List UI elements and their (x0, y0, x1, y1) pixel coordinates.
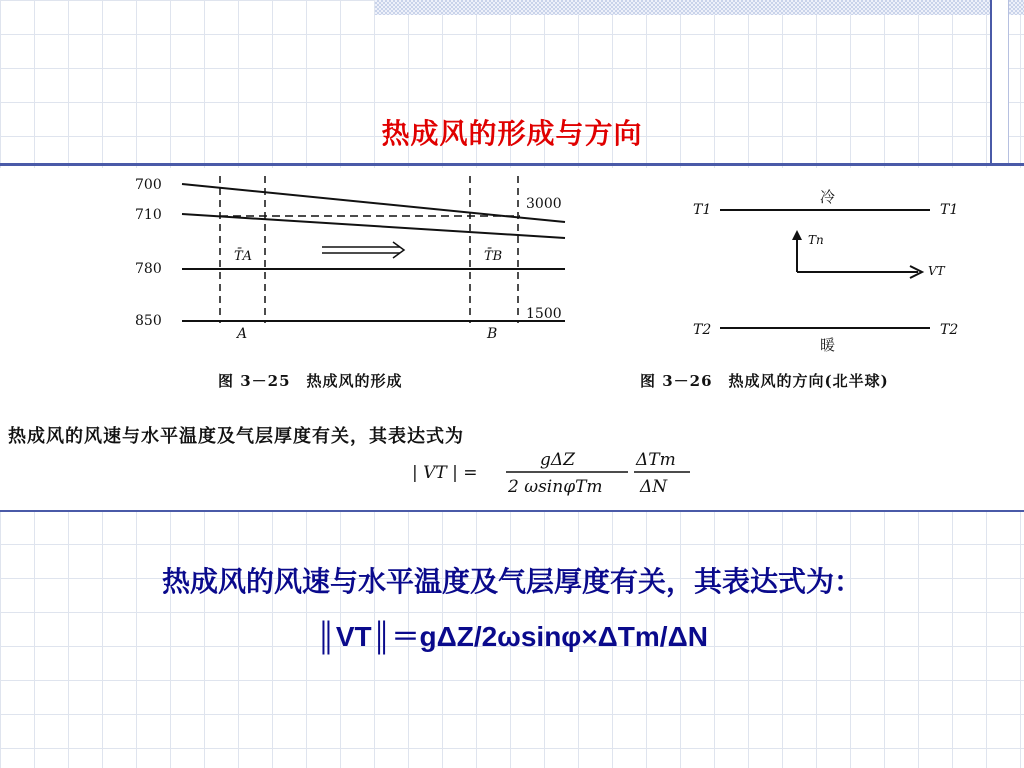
label-warm: 暖 (820, 336, 836, 354)
label-t2-left: T2 (693, 322, 712, 338)
decorative-top-band (375, 0, 1024, 15)
caption-3-26: 图 3－26 热成风的方向(北半球) (640, 372, 889, 390)
tn-arrow-icon (792, 230, 802, 272)
arrow-icon (322, 242, 404, 258)
label-a: A (237, 326, 248, 342)
body-text: 热成风的风速与水平温度及气层厚度有关，其表达式为： (161, 565, 862, 598)
scan-body-text: 热成风的风速与水平温度及气层厚度有关，其表达式为 (8, 426, 464, 447)
formula-numerator: gΔZ (540, 450, 575, 470)
formula-text: ║VT║＝gΔZ/2ωsinφ×ΔTm/ΔN (316, 621, 708, 652)
caption-3-25: 图 3－25 热成风的形成 (218, 372, 403, 390)
slide-title: 热成风的形成与方向 (381, 117, 643, 150)
figure-drawing (0, 168, 1024, 510)
label-cold: 冷 (820, 188, 836, 206)
formula-lhs: | VT | = (412, 463, 478, 483)
label-850: 850 (135, 313, 162, 329)
label-1500: 1500 (526, 306, 562, 322)
label-t2-right: T2 (940, 322, 959, 338)
label-710: 710 (135, 207, 162, 223)
label-700: 700 (135, 177, 162, 193)
label-b: B (487, 326, 498, 342)
label-t1-left: T1 (693, 202, 712, 218)
label-tb: T̄B (484, 249, 503, 264)
label-3000: 3000 (526, 196, 562, 212)
scanned-figure (0, 168, 1024, 512)
label-t1-right: T1 (940, 202, 959, 218)
formula-denominator: 2 ωsinφTm (508, 477, 603, 497)
label-tn: Tn (808, 233, 824, 247)
label-ta: T̄A (234, 249, 253, 264)
formula-denominator-2: ΔN (640, 477, 668, 497)
isobar-710 (182, 214, 565, 238)
label-780: 780 (135, 261, 162, 277)
title-divider (0, 163, 1024, 166)
figure-3-25 (135, 176, 565, 342)
vt-arrow-icon (797, 266, 922, 278)
label-vt: VT (928, 264, 945, 278)
formula-numerator-2: ΔTm (636, 450, 676, 470)
figure-3-26 (693, 188, 958, 354)
